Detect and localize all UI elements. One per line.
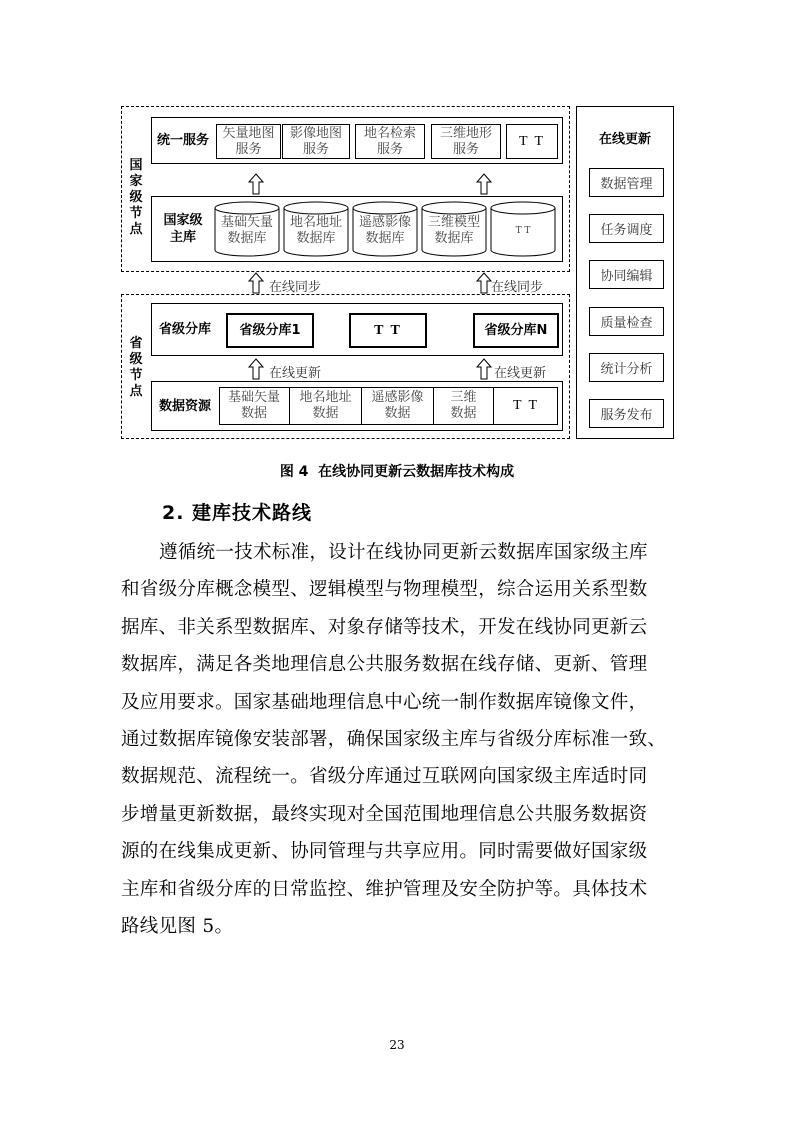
service-box: 矢量地图 服务 bbox=[216, 124, 281, 159]
service-box: 三维地形 服务 bbox=[431, 124, 501, 159]
branch-box-more: T T bbox=[349, 313, 427, 348]
function-box: 任务调度 bbox=[589, 214, 664, 243]
resource-cell: 遥感影像 数据 bbox=[362, 387, 434, 425]
section-body bbox=[0, 534, 794, 945]
up-arrow-icon bbox=[476, 173, 492, 195]
provincial-node-label: 省级节点 bbox=[129, 336, 143, 399]
db-label-more: T T bbox=[515, 226, 531, 236]
up-arrow-icon bbox=[248, 358, 264, 380]
national-node-label: 国家级节点 bbox=[129, 158, 143, 237]
data-resources-label: 数据资源 bbox=[158, 398, 211, 414]
resource-cell: 三维 数据 bbox=[434, 387, 494, 425]
service-box: 地名检索 服务 bbox=[355, 124, 425, 159]
function-box: 服务发布 bbox=[589, 399, 664, 428]
resource-cell-more: T T bbox=[512, 398, 540, 413]
paragraph-line: 数据库，满足各类地理信息公共服务数据在线存储、更新、管理 bbox=[121, 654, 648, 676]
branch-box: 省级分库N bbox=[473, 313, 559, 348]
service-box-more: T T bbox=[506, 124, 558, 159]
up-arrow-icon bbox=[476, 358, 492, 380]
provincial-branch-label: 省级分库 bbox=[158, 322, 211, 337]
service-box: 影像地图 服务 bbox=[282, 124, 350, 159]
db-label: 地名地址 数据库 bbox=[289, 215, 342, 246]
paragraph-line: 通过数据库镜像安装部署，确保国家级主库与省级分库标准一致、 bbox=[121, 729, 667, 751]
resource-cell: 基础矢量 数据 bbox=[219, 387, 290, 425]
function-box: 数据管理 bbox=[589, 168, 664, 197]
page-number: 23 bbox=[389, 1038, 405, 1052]
db-label: 基础矢量 数据库 bbox=[220, 215, 273, 246]
unified-service-label: 统一服务 bbox=[156, 133, 209, 148]
update-label-right: 在线更新 bbox=[494, 366, 547, 381]
figure-caption: 图 4 在线协同更新云数据库技术构成 bbox=[279, 464, 515, 480]
up-arrow-icon bbox=[248, 272, 264, 294]
paragraph-line: 数据规范、流程统一。省级分库通过互联网向国家级主库适时同 bbox=[121, 766, 648, 788]
paragraph-line: 主库和省级分库的日常监控、维护管理及安全防护等。具体技术 bbox=[121, 878, 648, 900]
up-arrow-icon bbox=[476, 272, 492, 294]
section-heading: 2. 建库技术路线 bbox=[162, 502, 313, 524]
paragraph-line: 及应用要求。国家基础地理信息中心统一制作数据库镜像文件， bbox=[121, 691, 648, 713]
function-box: 质量检查 bbox=[589, 307, 664, 336]
up-arrow-icon bbox=[248, 173, 264, 195]
paragraph-line: 遵循统一技术标准，设计在线协同更新云数据库国家级主库 bbox=[159, 542, 648, 563]
db-label: 遥感影像 数据库 bbox=[358, 215, 411, 246]
update-label-left: 在线更新 bbox=[269, 366, 322, 381]
db-label: 三维模型 数据库 bbox=[427, 215, 480, 246]
online-update-title: 在线更新 bbox=[598, 131, 651, 147]
function-box: 协同编辑 bbox=[589, 260, 664, 289]
paragraph-line: 源的在线集成更新、协同管理与共享应用。同时需要做好国家级 bbox=[121, 841, 648, 863]
paragraph-line: 步增量更新数据，最终实现对全国范围地理信息公共服务数据资 bbox=[121, 803, 648, 825]
sync-label-left: 在线同步 bbox=[269, 280, 322, 295]
national-main-db-label: 国家级 主库 bbox=[163, 213, 203, 245]
sync-label-right: 在线同步 bbox=[491, 280, 544, 295]
paragraph-line: 路线见图 5。 bbox=[121, 916, 234, 938]
function-box: 统计分析 bbox=[589, 353, 664, 382]
paragraph-line: 和省级分库概念模型、逻辑模型与物理模型，综合运用关系型数 bbox=[121, 579, 648, 601]
paragraph-line: 据库、非关系型数据库、对象存储等技术，开发在线协同更新云 bbox=[121, 616, 648, 638]
branch-box: 省级分库1 bbox=[226, 313, 314, 348]
resource-cell: 地名地址 数据 bbox=[290, 387, 362, 425]
